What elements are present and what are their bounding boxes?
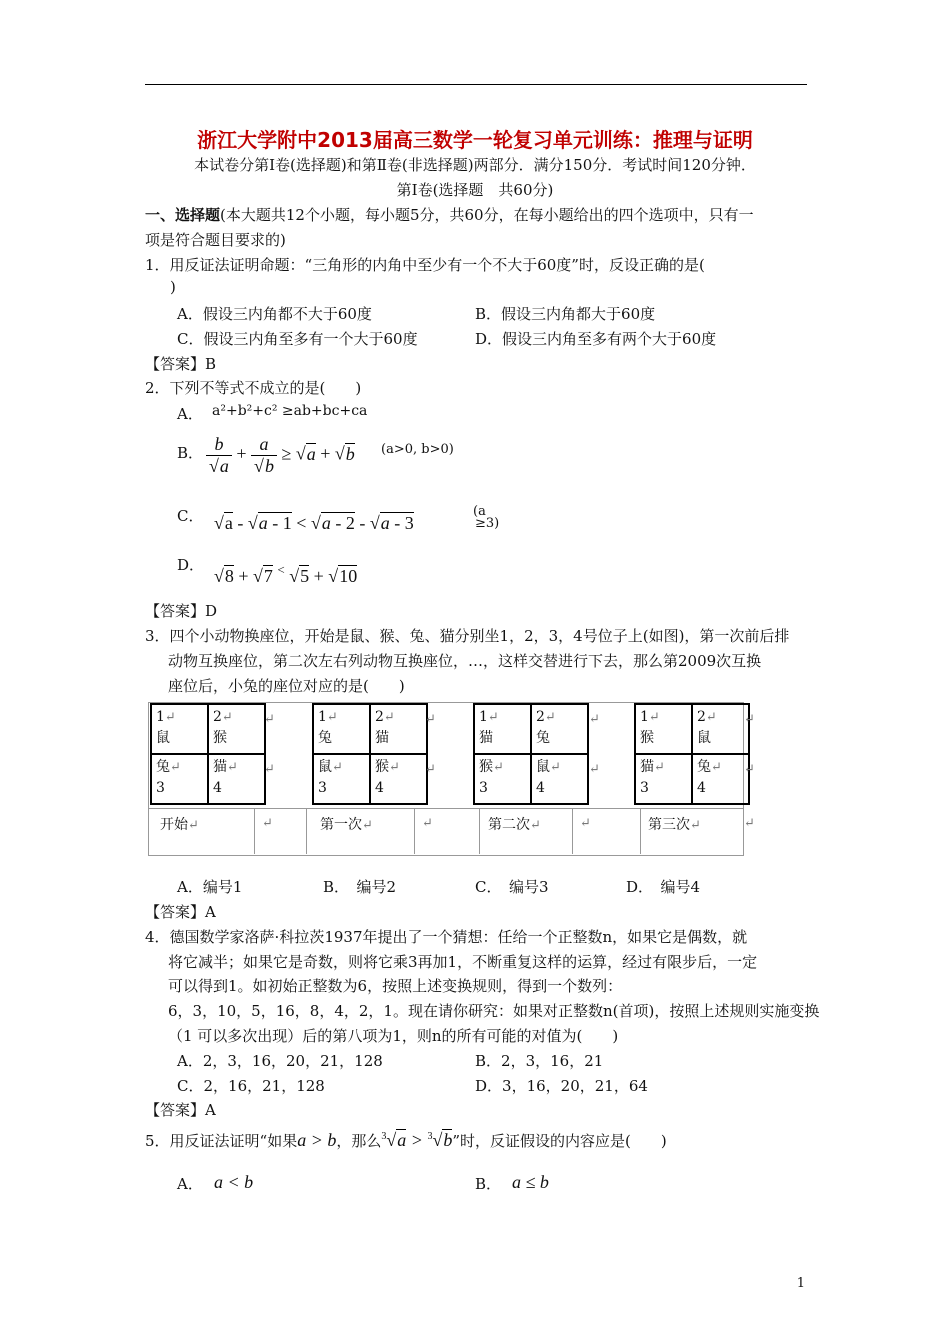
q3-option-c: C． 编号3	[475, 878, 549, 896]
seat-cell: 猫↵ 4	[208, 754, 265, 804]
figure-divider	[572, 808, 573, 854]
q1-option-b: B．假设三内角都大于60度	[475, 305, 656, 323]
q2-option-c-label: C．	[177, 507, 204, 525]
q3-option-a: A．编号1	[177, 878, 243, 896]
q4-stem-1: 4．德国数学家洛萨·科拉茨1937年提出了一个猜想：任给一个正整数n，如果它是偶数，就	[145, 928, 748, 946]
return-mark: ↵	[589, 762, 600, 777]
section-title: 一、选择题	[145, 206, 221, 224]
return-mark: ↵	[425, 762, 436, 777]
q5-option-b-expr: a ≤ b	[512, 1172, 549, 1192]
q3-option-b: B． 编号2	[323, 878, 397, 896]
seat-cell: 1↵ 兔	[313, 704, 370, 754]
answer-label: 【答案】	[145, 602, 206, 620]
seat-cell: 兔↵ 4	[692, 754, 749, 804]
q5-option-a-expr: a < b	[214, 1172, 254, 1192]
q2-stem: 2．下列不等式不成立的是( )	[145, 379, 362, 397]
return-mark: ↵	[425, 712, 436, 727]
q5-stem-a: 5．用反证法证明“如果	[145, 1132, 298, 1150]
page-title: 浙江大学附中2013届高三数学一轮复习单元训练：推理与证明	[197, 128, 753, 152]
return-mark: ↵	[264, 712, 275, 727]
q1-stem: 1．用反证法证明命题：“三角形的内角中至少有一个不大于60度”时，反设正确的是(	[145, 256, 705, 274]
seat-cell: 2↵ 鼠	[692, 704, 749, 754]
grid-label-start: 开始↵	[160, 817, 199, 833]
return-mark: ↵	[744, 712, 755, 727]
return-mark: ↵	[589, 712, 600, 727]
seat-cell: 2↵ 兔	[531, 704, 588, 754]
seat-grid-third	[634, 703, 750, 805]
q2-answer	[145, 600, 217, 621]
q2-option-b-expr: $\frac{b}{√a}$ + $\frac{a}{√b}$ ≥ √a + √b	[206, 434, 355, 477]
answer-value: B	[205, 355, 217, 373]
part-heading: 第Ⅰ卷(选择题 共60分)	[396, 181, 554, 199]
seat-grid-start	[150, 703, 266, 805]
q3-stem-3: 座位后，小兔的座位对应的是( )	[168, 677, 405, 695]
seat-cell: 猴↵ 4	[370, 754, 427, 804]
q2-option-c-cond-2: ≥3)	[475, 516, 500, 531]
q5-stem	[145, 1130, 667, 1151]
seat-cell: 鼠↵ 4	[531, 754, 588, 804]
q4-stem-4: 6，3，10，5，16，8，4，2，1。现在请你研究：如果对正整数n(首项)，按照上述规则实施变换	[168, 1002, 820, 1020]
q1-option-d: D．假设三内角至多有两个大于60度	[475, 330, 717, 348]
seat-cell: 1↵ 鼠	[151, 704, 208, 754]
return-mark: ↵	[744, 762, 755, 777]
q3-stem-1: 3．四个小动物换座位，开始是鼠、猴、兔、猫分别坐1，2，3，4号位子上(如图)，第一次前后排	[145, 627, 790, 645]
grid-label-third: 第三次↵	[648, 817, 701, 833]
q4-stem-3: 可以得到1。如初始正整数为6，按照上述变换规则，得到一个数列：	[168, 977, 623, 995]
q3-stem-2: 动物互换座位，第二次左右列动物互换座位，…，这样交替进行下去，那么第2009次互换	[168, 652, 762, 670]
q5-stem-c: ”时，反证假设的内容应是( )	[452, 1132, 667, 1150]
q4-option-a: A．2，3，16，20，21，128	[177, 1052, 383, 1070]
section-desc: (本大题共12个小题，每小题5分，共60分，在每小题给出的四个选项中，只有一	[220, 206, 754, 224]
seat-cell: 2↵ 猴	[208, 704, 265, 754]
return-mark: ↵	[264, 762, 275, 777]
q5-option-a-label: A．	[177, 1175, 203, 1193]
q2-option-b-label: B．	[177, 444, 204, 462]
q4-option-d: D．3，16，20，21，64	[475, 1077, 648, 1095]
figure-divider	[479, 808, 480, 854]
figure-divider	[148, 808, 743, 809]
q1-stem-close: )	[170, 278, 176, 296]
q2-option-a-label: A．	[177, 405, 203, 423]
seat-cell: 鼠↵ 3	[313, 754, 370, 804]
answer-value: A	[205, 903, 216, 921]
figure-divider	[640, 808, 641, 854]
q2-option-b-cond: (a>0, b>0)	[381, 442, 454, 457]
exam-intro: 本试卷分第Ⅰ卷(选择题)和第Ⅱ卷(非选择题)两部分．满分150分．考试时间120分钟．	[194, 156, 756, 174]
section-heading	[145, 204, 754, 225]
q2-option-d-expr: √8 + √7 < √5 + √10	[214, 562, 358, 586]
seat-cell: 猴↵ 3	[474, 754, 531, 804]
grid-label-first: 第一次↵	[320, 817, 373, 833]
q2-option-d-label: D．	[177, 556, 205, 574]
q5-expr-2: $^3$√a > $^3$√b	[381, 1130, 453, 1150]
q3-answer	[145, 901, 216, 922]
q1-answer	[145, 353, 216, 374]
return-mark: ↵	[744, 816, 755, 831]
answer-value: A	[205, 1101, 216, 1119]
q3-option-d: D． 编号4	[626, 878, 701, 896]
seat-grid-second	[473, 703, 589, 805]
section-desc-2: 项是符合题目要求的)	[145, 231, 286, 249]
seat-cell: 1↵ 猴	[635, 704, 692, 754]
q4-option-c: C．2，16，21，128	[177, 1077, 325, 1095]
grid-label-second: 第二次↵	[488, 817, 541, 833]
seat-cell: 1↵ 猫	[474, 704, 531, 754]
q4-stem-5: （1 可以多次出现）后的第八项为1，则n的所有可能的对值为( )	[168, 1027, 619, 1045]
q2-option-c-cond-1: (a	[473, 504, 486, 519]
q1-option-a: A．假设三内角都不大于60度	[177, 305, 372, 323]
q1-option-c: C．假设三内角至多有一个大于60度	[177, 330, 418, 348]
q5-expr-1: a > b	[297, 1130, 337, 1150]
q2-option-a-expr: a²+b²+c² ≥ab+bc+ca	[212, 403, 368, 419]
figure-divider	[254, 808, 255, 854]
seat-cell: 2↵ 猫	[370, 704, 427, 754]
seat-cell: 猫↵ 3	[635, 754, 692, 804]
q2-option-c-expr: √a - √a - 1 < √a - 2 - √a - 3	[214, 513, 414, 533]
figure-divider	[414, 808, 415, 854]
answer-value: D	[205, 602, 218, 620]
return-mark: ↵	[422, 816, 433, 831]
q4-stem-2: 将它减半；如果它是奇数，则将它乘3再加1，不断重复这样的运算，经过有限步后，一定	[168, 953, 758, 971]
q4-answer	[145, 1099, 216, 1120]
q5-stem-b: ，那么	[336, 1132, 382, 1150]
seat-grid-first	[312, 703, 428, 805]
seat-cell: 兔↵ 3	[151, 754, 208, 804]
page-number: 1	[796, 1276, 805, 1291]
q5-option-b-label: B．	[475, 1175, 502, 1193]
answer-label: 【答案】	[145, 355, 206, 373]
return-mark: ↵	[580, 816, 591, 831]
answer-label: 【答案】	[145, 1101, 206, 1119]
q4-option-b: B．2，3，16，21	[475, 1052, 604, 1070]
answer-label: 【答案】	[145, 903, 206, 921]
header-rule	[145, 84, 807, 85]
figure-divider	[306, 808, 307, 854]
return-mark: ↵	[262, 816, 273, 831]
